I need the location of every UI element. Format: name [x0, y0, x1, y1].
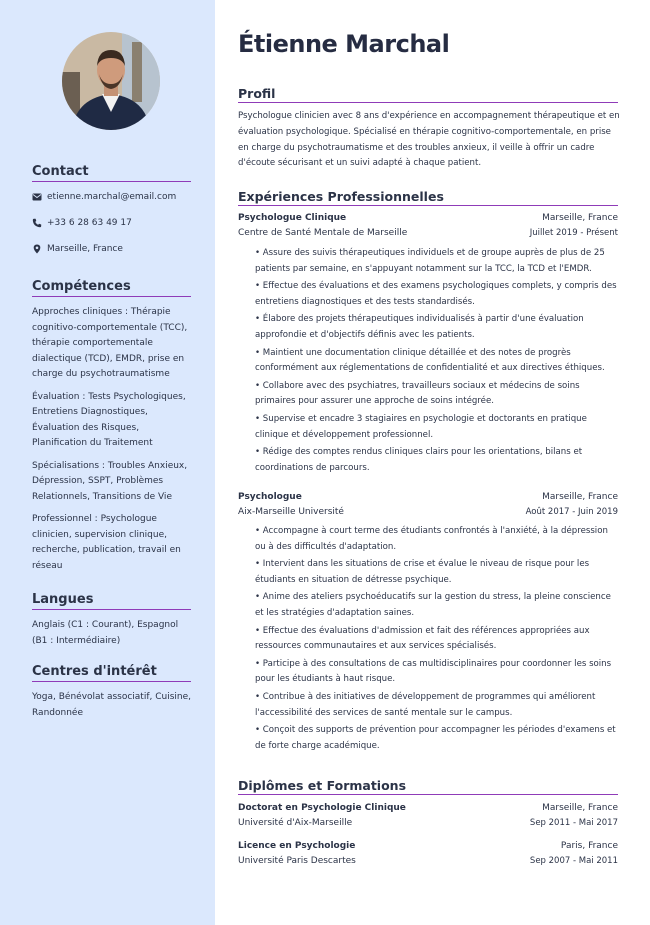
interests-text: Yoga, Bénévolat associatif, Cuisine, Randonnée: [32, 692, 192, 718]
job-header: [238, 211, 618, 241]
education-location: Paris, France: [560, 841, 618, 851]
education-item: [238, 839, 618, 869]
languages-title: Langues: [32, 592, 191, 610]
bullet-item: • Rédige des comptes rendus cliniques clairs pour les orientations, bilans et coordinations de parcours.: [255, 447, 583, 473]
school-name: Université Paris Descartes: [238, 856, 356, 866]
bullet-item: • Conçoit des supports de prévention pour accompagner les périodes d'examens et de forte charge académique.: [255, 725, 616, 751]
job-org: Centre de Santé Mentale de Marseille: [238, 228, 408, 238]
bullet-item: • Participe à des consultations de cas multidisciplinaires pour coordonner les soins pour les étudiants à haut risque.: [255, 658, 612, 685]
bullet-item: • Élabore des projets thérapeutiques individualisés à partir d'une évaluation approfondie et d'objectifs définis avec les patients.: [255, 314, 584, 340]
contact-email[interactable]: [32, 190, 191, 204]
avatar: [62, 32, 160, 130]
contact-location: [32, 242, 191, 256]
contact-phone[interactable]: [32, 216, 191, 230]
degree-name: Licence en Psychologie: [238, 841, 356, 851]
skill-item: Professionnel : Psychologue clinicien, supervision clinique, recherche, publication, travail en réseau: [32, 514, 181, 571]
interests-title: Centres d'intérêt: [32, 664, 191, 682]
bullet-item: • Effectue des évaluations et des examens psychologiques complets, y compris des entretiens diagnostiques et des tests standardisés.: [255, 281, 617, 307]
bullet-item: • Anime des ateliers psychoéducatifs sur la gestion du stress, la pleine conscience et les stratégies d'adaptation saines.: [255, 592, 611, 618]
languages-section: [32, 592, 191, 649]
education-dates: Sep 2011 - Mai 2017: [529, 818, 618, 828]
skill-item: Approches cliniques : Thérapie cognitivo-comportementale (TCC), thérapie comportementale dialectique (TCD), EMDR, prise en charge du psychotraumatisme: [32, 307, 188, 379]
job-location: Marseille, France: [542, 492, 618, 502]
skills-section: [32, 279, 191, 581]
education-item: [238, 801, 618, 831]
job-bullets: [255, 246, 620, 478]
contact-section: [32, 164, 191, 268]
job-dates: Juillet 2019 - Présent: [529, 228, 618, 238]
bullet-item: • Accompagne à court terme des étudiants confrontés à l'anxiété, à la dépression ou à des difficultés d'adaptation.: [255, 526, 608, 552]
skill-item: Évaluation : Tests Psychologiques, Entretiens Diagnostiques, Évaluation des Risques, Planification du Traitement: [32, 391, 186, 448]
languages-text: Anglais (C1 : Courant), Espagnol (B1 : Intermédiaire): [32, 620, 179, 646]
bullet-item: • Assure des suivis thérapeutiques individuels et de groupe auprès de plus de 25 patients par semaine, en s'appuyant notamment sur la TCC, la TCD et l'EMDR.: [255, 248, 605, 274]
bullet-item: • Maintient une documentation clinique détaillée et des notes de progrès conformément aux réglementations de confidentialité et aux directives éthiques.: [255, 347, 605, 374]
profile-title: Profil: [238, 86, 618, 103]
interests-section: [32, 664, 191, 721]
phone-icon: [32, 218, 42, 228]
location-text: Marseille, France: [47, 244, 123, 254]
job-org: Aix-Marseille Université: [238, 507, 344, 517]
job-header: [238, 490, 618, 520]
person-name: Étienne Marchal: [238, 30, 450, 58]
education-title: Diplômes et Formations: [238, 778, 618, 795]
degree-name: Doctorat en Psychologie Clinique: [238, 803, 406, 813]
bullet-item: • Effectue des évaluations d'admission et fait des références appropriées aux ressources communautaires et aux services spécialisés.: [255, 625, 590, 652]
email-text: etienne.marchal@email.com: [47, 192, 177, 202]
job-bullets: [255, 524, 620, 756]
profile-photo: [62, 32, 160, 130]
contact-title: Contact: [32, 164, 191, 182]
sidebar: [0, 0, 215, 925]
bullet-item: • Supervise et encadre 3 stagiaires en psychologie et doctorants en pratique clinique et développement professionnel.: [255, 413, 587, 440]
profile-text: Psychologue clinicien avec 8 ans d'expérience en accompagnement thérapeutique et en évaluation psychologique. Spécialisé en thérapie cognitivo-comportementale, en prise en charge du psychotraumatisme et des troubles anxieux, il veille à offrir un cadre d'écoute sécurisant et un suivi adapté à chaque patient.: [238, 111, 620, 169]
job-role: Psychologue: [238, 492, 302, 502]
education-dates: Sep 2007 - Mai 2011: [529, 856, 618, 866]
skills-title: Compétences: [32, 279, 191, 297]
education-location: Marseille, France: [542, 803, 618, 813]
job-location: Marseille, France: [542, 213, 618, 223]
bullet-item: • Intervient dans les situations de crise et évalue le niveau de risque pour les étudiants en situation de détresse psychique.: [255, 559, 590, 585]
school-name: Université d'Aix-Marseille: [238, 818, 353, 828]
skill-item: Spécialisations : Troubles Anxieux, Dépression, SSPT, Problèmes Relationnels, Transitions de Vie: [32, 460, 188, 502]
location-pin-icon: [32, 244, 42, 254]
bullet-item: • Collabore avec des psychiatres, travailleurs sociaux et médecins de soins primaires pour assurer une approche de soins intégrée.: [255, 380, 580, 407]
experience-title: Expériences Professionnelles: [238, 189, 618, 206]
job-role: Psychologue Clinique: [238, 213, 347, 223]
job-dates: Août 2017 - Juin 2019: [525, 507, 618, 517]
phone-text: +33 6 28 63 49 17: [47, 218, 132, 228]
mail-icon: [32, 192, 42, 202]
bullet-item: • Contribue à des initiatives de développement de programmes qui améliorent l'accessibilité des services de santé mentale sur le campus.: [255, 691, 596, 718]
